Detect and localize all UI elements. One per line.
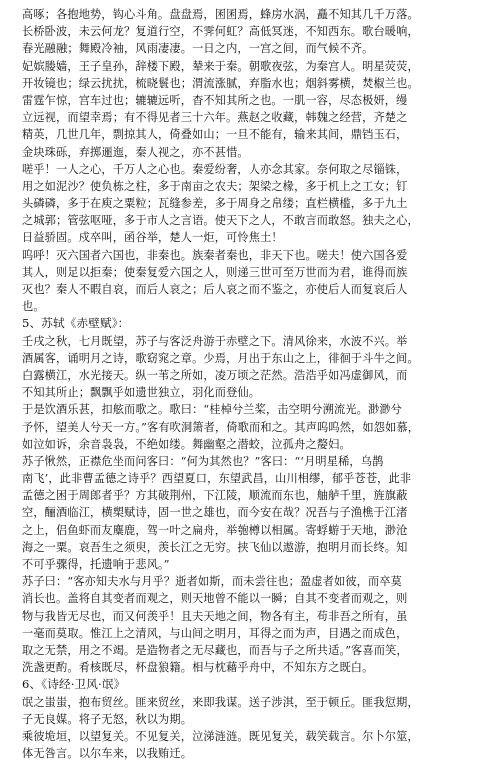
text-line: 精英，几世几年，剽掠其人，倚叠如山；一旦不能有，输来其间，鼎铛玉石， xyxy=(22,128,408,142)
text-line: 南飞’，此非曹孟德之诗乎？西望夏口，东望武昌，山川相缪，郁乎苍苍，此非 xyxy=(22,472,412,486)
text-line: 其人，则足以拒秦；使秦复爱六国之人，则递三世可至万世而为君，谁得而族 xyxy=(22,265,408,279)
text-line: 洗盏更酌。肴核既尽，杯盘狼籍。相与枕藉乎舟中，不知东方之既白。 xyxy=(22,661,374,675)
text-line: 开妆镜也；绿云扰扰，梳晓鬟也；渭流涨腻，弃脂水也；烟斜雾横，焚椒兰也。 xyxy=(22,76,419,90)
text-line: 用之如泥沙？使负栋之柱，多于南亩之农夫；架梁之椽，多于机上之工女；钉 xyxy=(22,179,408,193)
text-line: 壬戌之秋，七月既望，苏子与客泛舟游于赤壁之下。清风徐来，水波不兴。举 xyxy=(22,334,408,348)
text-line: 物与我皆无尽也，而又何羡乎！且夫天地之间，物各有主，苟非吾之所有，虽 xyxy=(22,609,408,623)
text-line: 消长也。盖将自其变者而观之，则天地曾不能以一瞬；自其不变者而观之，则 xyxy=(22,592,408,606)
text-line: 日益骄固。戍卒叫，函谷举，楚人一炬，可怜焦土！ xyxy=(22,231,283,245)
text-line: 雷霆乍惊，宫车过也；辘辘远听，杳不知其所之也。一肌一容，尽态极妍，缦 xyxy=(22,93,408,107)
text-line: 氓之蚩蚩，抱布贸丝。匪来贸丝，来即我谋。送子涉淇，至于顿丘。匪我愆期， xyxy=(22,695,419,709)
text-line: 立远视，而望幸焉；有不得见者三十六年。燕赵之收藏，韩魏之经营，齐楚之 xyxy=(22,111,408,125)
text-line: 金块珠砾，弃掷逦迤，秦人视之，亦不甚惜。 xyxy=(22,145,249,159)
text-line: 于是饮酒乐甚，扣舷而歌之。歌曰：“桂棹兮兰桨，击空明兮溯流光。渺渺兮 xyxy=(22,403,403,417)
text-line: 一毫而莫取。惟江上之清风，与山间之明月，耳得之而为声，目遇之而成色， xyxy=(22,626,408,640)
text-line: 酒属客，诵明月之诗，歌窈窕之章。少焉，月出于东山之上，徘徊于斗牛之间。 xyxy=(22,351,419,365)
text-line: 春光融融；舞殿冷袖，风雨凄凄。一日之内，一宫之间，而气候不齐。 xyxy=(22,42,374,56)
text-line: 之城郭；管弦呕哑，多于市人之言语。使天下之人，不敢言而敢怒。独夫之心， xyxy=(22,214,419,228)
text-line: 子无良媒。将子无怒，秋以为期。 xyxy=(22,712,193,726)
section-heading: 6、《诗经·卫风·氓》 xyxy=(22,677,126,692)
section-heading: 5、苏轼《赤壁赋》： xyxy=(22,316,130,331)
text-line: 予怀，望美人兮天一方。”客有吹洞箫者，倚歌而和之。其声呜呜然，如怨如慕， xyxy=(22,420,420,434)
text-line: 苏子曰：“客亦知夫水与月乎？逝者如斯，而未尝往也；盈虚者如彼，而卒莫 xyxy=(22,575,403,589)
text-line: 灭也？秦人不暇自哀，而后人哀之；后人哀之而不鉴之，亦使后人而复哀后人 xyxy=(22,283,408,296)
text-line: 妃嫔媵嫱，王子皇孙，辞楼下殿，辇来于秦。朝歌夜弦，为秦宫人。明星荧荧， xyxy=(22,59,419,73)
text-line: 空，酾酒临江，横槊赋诗，固一世之雄也，而今安在哉？况吾与子渔樵于江渚 xyxy=(22,506,408,520)
text-line: 如泣如诉，余音袅袅，不绝如缕。舞幽壑之潜蛟，泣孤舟之嫠妇。 xyxy=(22,437,351,451)
text-line: 苏子愀然，正襟危坐而问客曰：“何为其然也？”客曰：“‘月明星稀，乌鹊 xyxy=(22,454,384,468)
text-line: 高啄；各抱地势，钩心斗角。盘盘焉，囷囷焉，蜂房水涡，矗不知其几千万落。 xyxy=(22,8,419,21)
text-line: 海之一粟。哀吾生之须臾，羡长江之无穷。挟飞仙以遨游，抱明月而长终。知 xyxy=(22,540,408,554)
text-line: 乘彼垝垣，以望复关。不见复关，泣涕涟涟。既见复关，载笑载言。尔卜尔筮， xyxy=(22,729,419,743)
text-line: 不知其所止；飘飘乎如遗世独立，羽化而登仙。 xyxy=(22,386,261,400)
text-line: 取之无禁，用之不竭。是造物者之无尽藏也，而吾与子之所共适。”客喜而笑， xyxy=(22,643,408,657)
text-line: 之上，侣鱼虾而友麋鹿，驾一叶之扁舟，举匏樽以相属。寄蜉蝣于天地，渺沧 xyxy=(22,523,408,537)
text-line: 白露横江，水光接天。纵一苇之所如，凌万顷之茫然。浩浩乎如冯虚御风，而 xyxy=(22,368,408,382)
text-line: 也。 xyxy=(22,300,45,314)
text-line: 头磷磷，多于在庾之粟粒；瓦缝参差，多于周身之帛缕；直栏横槛，多于九土 xyxy=(22,197,408,211)
text-line: 长桥卧波，未云何龙？复道行空，不霁何虹？高低冥迷，不知西东。歌台暖响， xyxy=(22,25,419,39)
text-line: 孟德之困于周郎者乎？方其破荆州，下江陵，顺流而东也，舳舻千里，旌旗蔽 xyxy=(22,489,408,503)
text-line: 体无咎言。以尔车来，以我贿迁。 xyxy=(22,747,193,761)
text-line: 嗟乎！一人之心，千万人之心也。秦爱纷奢，人亦念其家。奈何取之尽锱铢， xyxy=(22,162,408,176)
text-line: 呜呼！灭六国者六国也，非秦也。族秦者秦也，非天下也。嗟夫！使六国各爱 xyxy=(22,248,408,262)
text-line: 不可乎骤得，托遗响于悲风。” xyxy=(22,558,170,571)
